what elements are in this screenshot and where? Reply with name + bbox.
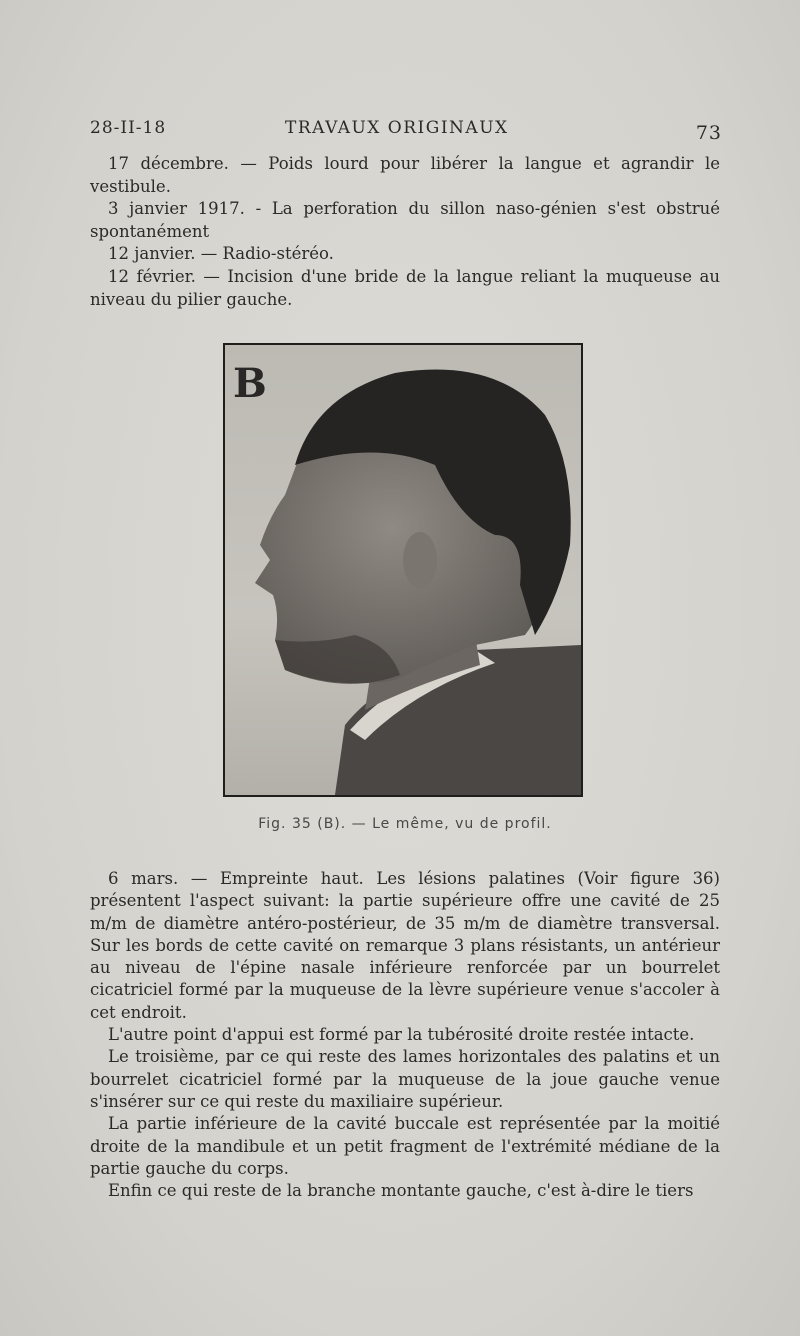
body-paragraph: La partie inférieure de la cavité buccale est représentée par la moitié droite de la mandibule et un petit fragment de l'extrémité médiane de la partie gauche du corps. (90, 1114, 720, 1178)
body-paragraph: L'autre point d'appui est formé par la tubérosité droite restée intacte. (108, 1025, 695, 1045)
figure-caption: Fig. 35 (B). — Le même, vu de profil. (258, 816, 552, 832)
body-paragraph: Le troisième, par ce qui reste des lames horizontales des palatins et un bourrelet cicatriciel formé par la muqueuse de la joue gauche venue s'insérer sur ce qui reste du maxiliaire supérieur. (90, 1047, 720, 1111)
page-number: 73 (695, 122, 722, 144)
body-paragraph: 6 mars. — Empreinte haut. Les lésions palatines (Voir figure 36) présentent l'aspect suivant: la partie supérieure offre une cavité de 25 m/m de diamètre antéro-postérieur, de 35 m/m de diamètre transversal. Sur les bords de cette cavité on remarque 3 plans résistants, un antérieur au niveau de l'épine nasale inférieure renforcée par un bourrelet cicatriciel formé par la muqueuse de la lèvre supérieure venue s'accoler à cet endroit. (90, 869, 720, 1022)
figure-letter: B (233, 360, 267, 407)
entry-paragraph: 12 février. — Incision d'une bride de la langue reliant la muqueuse au niveau du pilier gauche. (90, 267, 720, 309)
entry-paragraph: 3 janvier 1917. - La perforation du sillon naso-génien s'est obstrué spontanément (90, 199, 720, 241)
portrait-drawing (225, 345, 581, 795)
body-paragraph: Enfin ce qui reste de la branche montante gauche, c'est à-dire le tiers (108, 1181, 694, 1201)
body-text (90, 868, 720, 1202)
header-section-title: TRAVAUX ORIGINAUX (285, 118, 509, 138)
profile-photograph (223, 343, 583, 797)
header-date: 28-II-18 (90, 118, 167, 138)
entry-paragraph: 12 janvier. — Radio-stéréo. (108, 244, 334, 263)
running-header (90, 118, 722, 148)
entry-paragraph: 17 décembre. — Poids lourd pour libérer la langue et agrandir le vestibule. (90, 154, 720, 196)
